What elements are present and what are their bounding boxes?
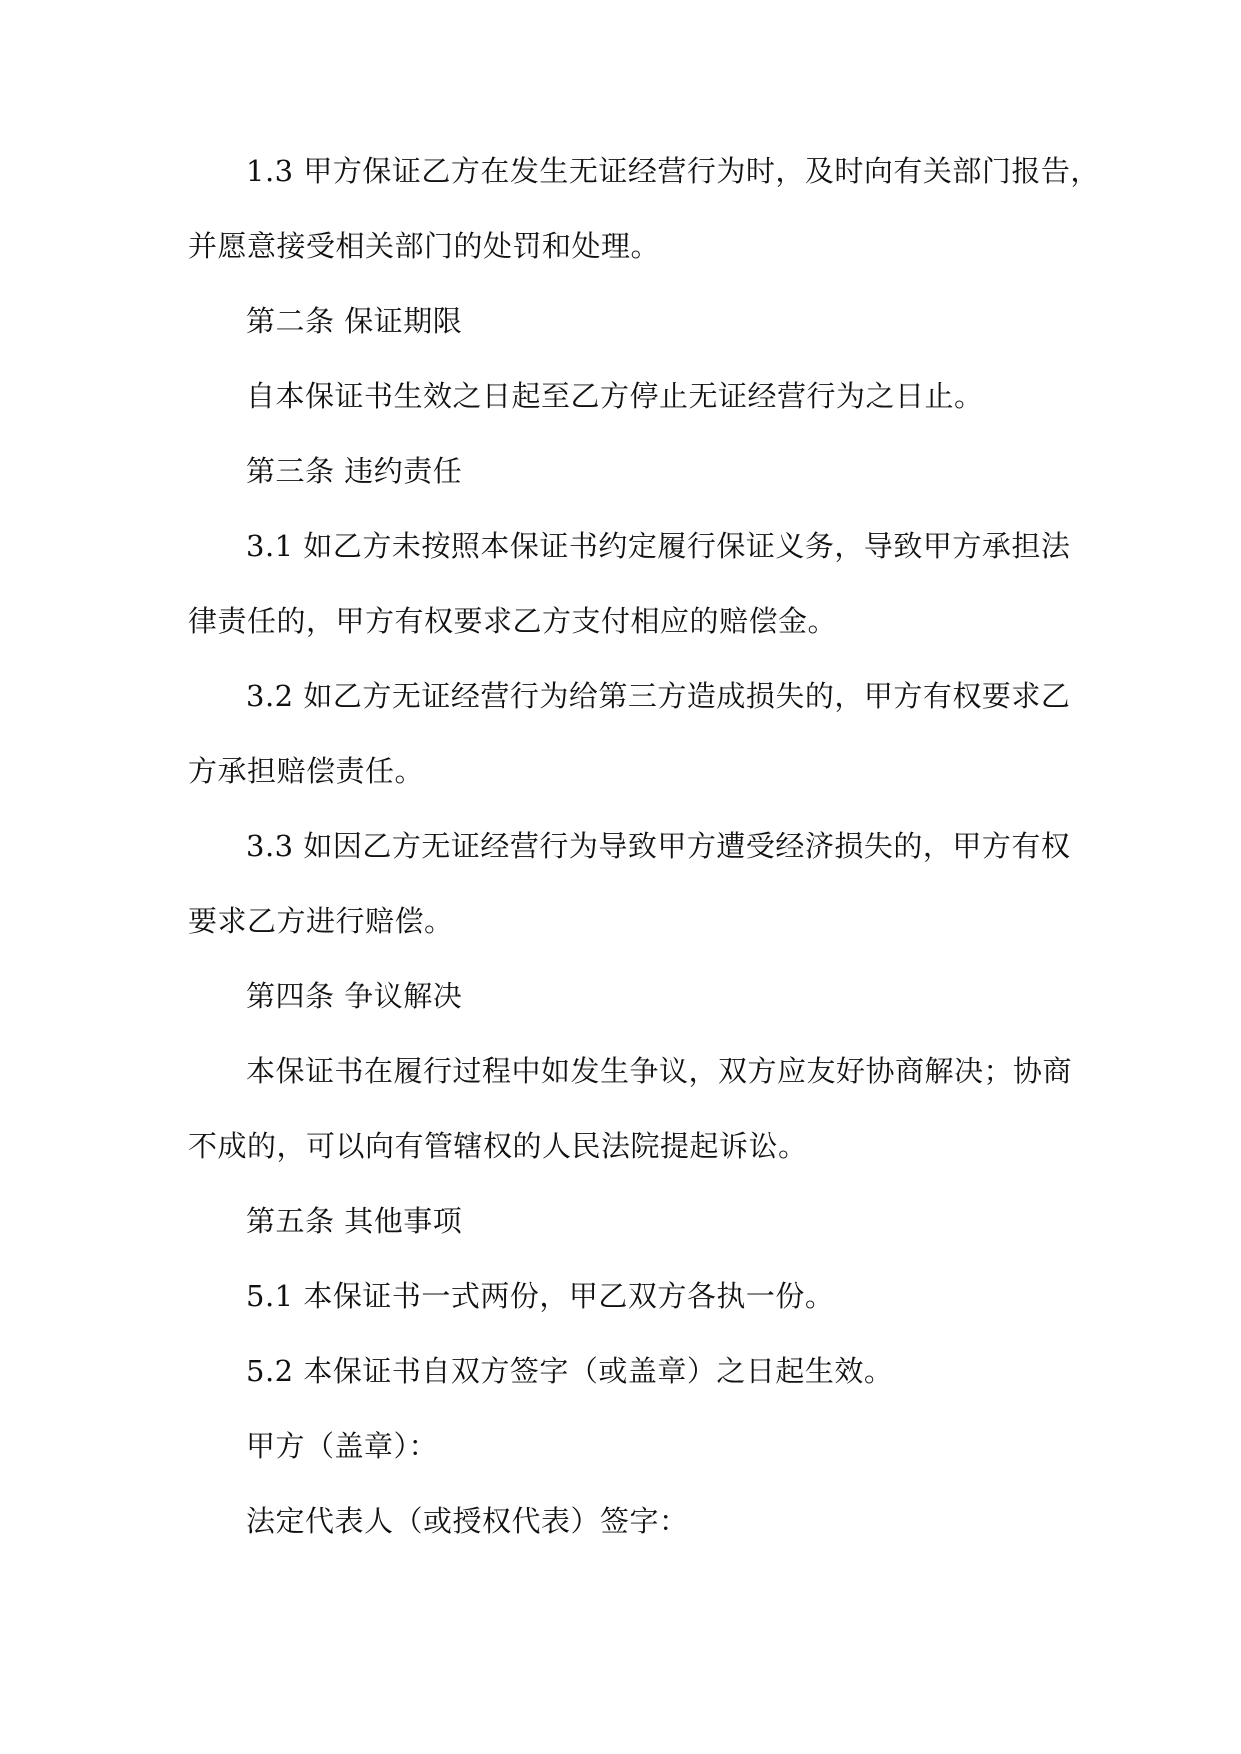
clause-5-2: 5.2 本保证书自双方签字（或盖章）之日起生效。 [246,1354,894,1388]
article-4-body-line-1: 本保证书在履行过程中如发生争议，双方应友好协商解决；协商 [246,1054,1073,1088]
clause-3-1-line-2: 律责任的，甲方有权要求乙方支付相应的赔偿金。 [188,604,838,638]
clause-3-1-line-1: 3.1 如乙方未按照本保证书约定履行保证义务，导致甲方承担法 [246,529,1071,563]
article-3-heading: 第三条 违约责任 [246,454,463,488]
article-4-body-line-2: 不成的，可以向有管辖权的人民法院提起诉讼。 [188,1129,808,1163]
clause-3-3-line-2: 要求乙方进行赔偿。 [188,904,454,938]
clause-1-3-line-1: 1.3 甲方保证乙方在发生无证经营行为时，及时向有关部门报告， [246,154,1100,188]
article-5-heading: 第五条 其他事项 [246,1204,463,1238]
legal-representative-signature-label: 法定代表人（或授权代表）签字： [246,1504,689,1538]
article-4-heading: 第四条 争议解决 [246,979,463,1013]
clause-3-2-line-1: 3.2 如乙方无证经营行为给第三方造成损失的，甲方有权要求乙 [246,679,1071,713]
clause-1-3-line-2: 并愿意接受相关部门的处罚和处理。 [188,229,661,263]
article-2-body: 自本保证书生效之日起至乙方停止无证经营行为之日止。 [246,379,984,413]
clause-3-2-line-2: 方承担赔偿责任。 [188,754,425,788]
article-2-heading: 第二条 保证期限 [246,304,463,338]
clause-3-3-line-1: 3.3 如因乙方无证经营行为导致甲方遭受经济损失的，甲方有权 [246,829,1071,863]
clause-5-1: 5.1 本保证书一式两份，甲乙双方各执一份。 [246,1279,835,1313]
party-a-seal-label: 甲方（盖章）： [246,1429,439,1463]
